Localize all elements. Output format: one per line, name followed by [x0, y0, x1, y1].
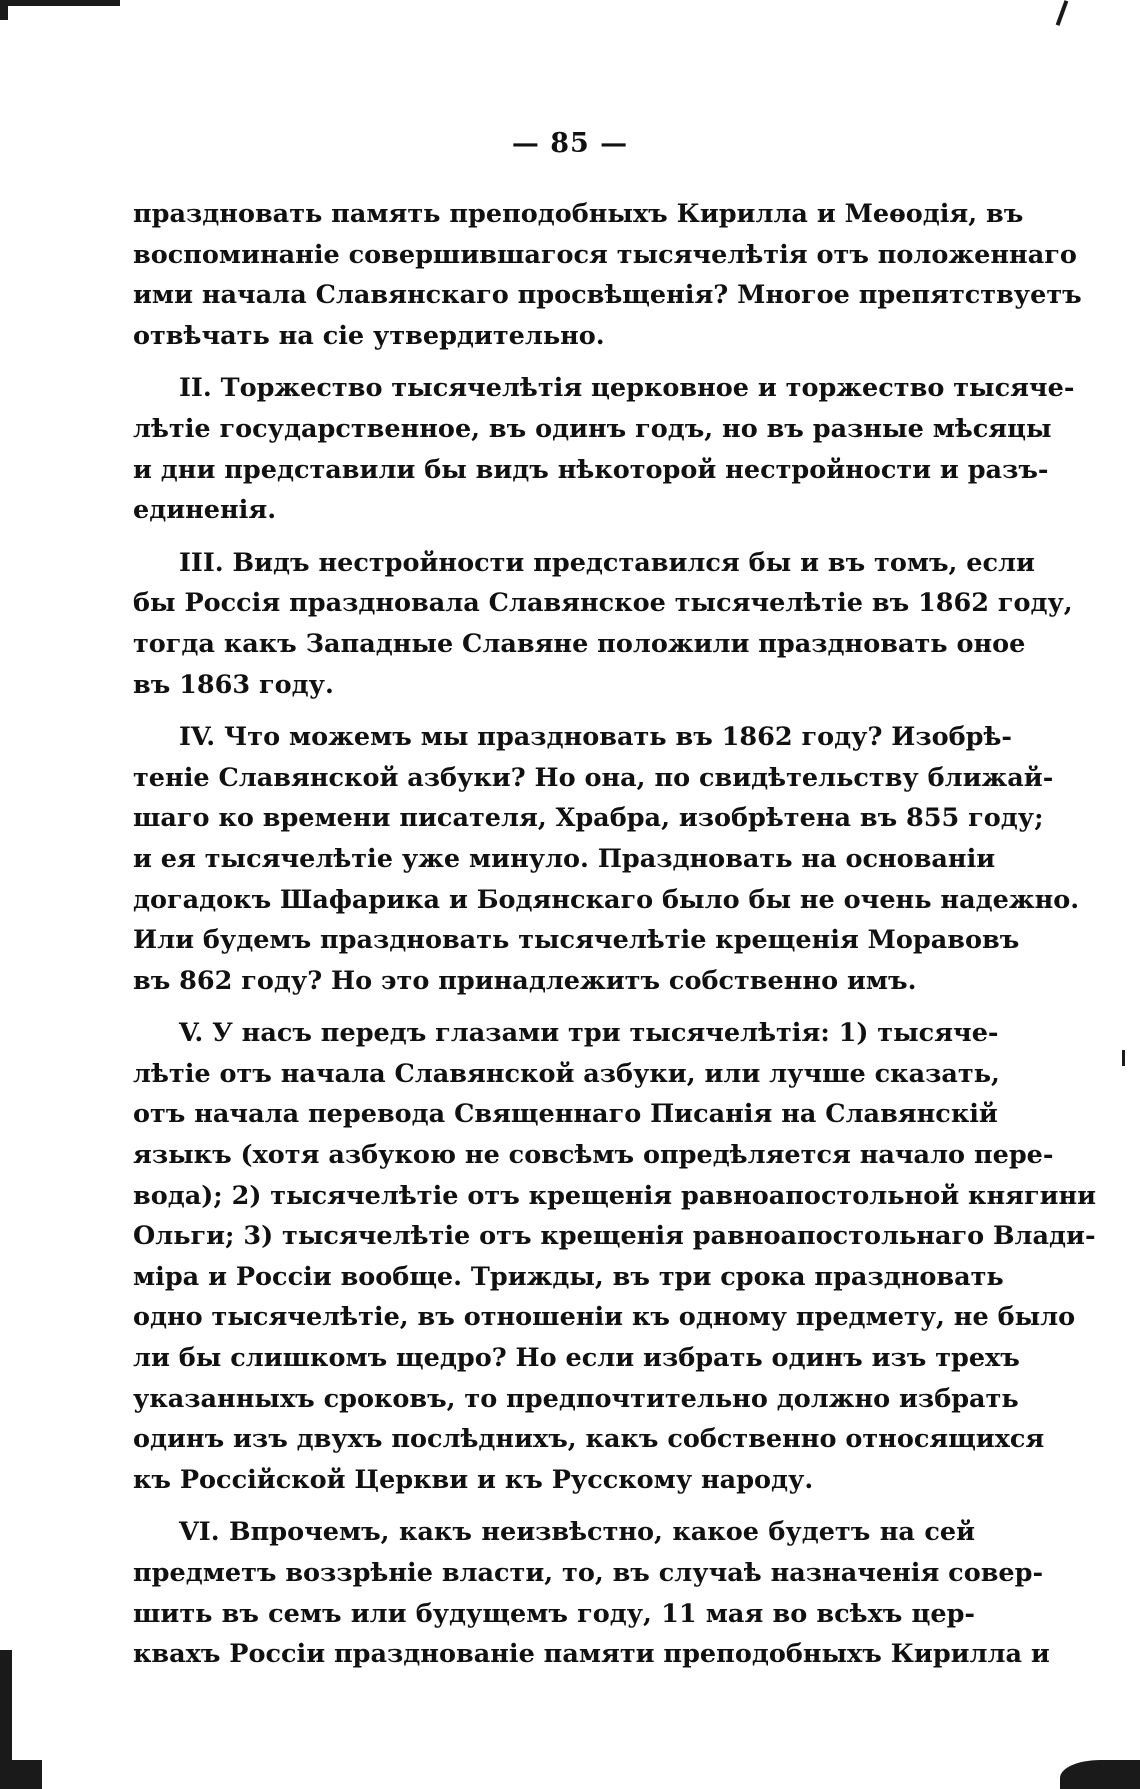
- paragraph: [133, 543, 1073, 705]
- page-number: — 85 —: [511, 128, 629, 159]
- scan-edge-mark: [12, 1760, 42, 1789]
- text-line: воспоминаніе совершившагося тысячелѣтія отъ положеннаго: [133, 239, 1077, 270]
- text-line: II. Торжество тысячелѣтія церковное и торжество тысяче-: [179, 373, 1075, 404]
- scan-edge-mark: [1122, 1050, 1125, 1066]
- paragraph: [133, 194, 1082, 356]
- text-line: одинъ изъ двухъ послѣднихъ, какъ собственно относящихся: [133, 1424, 1045, 1455]
- text-line: и ея тысячелѣтіе уже минуло. Праздновать на основаніи: [133, 843, 996, 874]
- text-line: Ольги; 3) тысячелѣтіе отъ крещенія равноапостольнаго Влади-: [133, 1221, 1096, 1252]
- paragraph: [133, 1512, 1050, 1674]
- text-line: міра и Россіи вообще. Трижды, въ три срока праздновать: [133, 1261, 1004, 1292]
- text-line: указанныхъ сроковъ, то предпочтительно должно избрать: [133, 1383, 1019, 1414]
- text-line: шить въ семъ или будущемъ году, 11 мая во всѣхъ цер-: [133, 1598, 975, 1629]
- text-line: въ 862 году? Но это принадлежитъ собственно имъ.: [133, 965, 917, 996]
- text-line: ли бы слишкомъ щедро? Но если избрать одинъ изъ трехъ: [133, 1343, 1020, 1374]
- paragraph: [133, 1013, 1097, 1500]
- text-line: V. У насъ передъ глазами три тысячелѣтія: 1) тысяче-: [179, 1018, 999, 1049]
- paragraph: [133, 368, 1075, 530]
- text-line: отъ начала перевода Священнаго Писанія на Славянскій: [133, 1099, 998, 1130]
- text-line: лѣтіе государственное, въ одинъ годъ, но въ разные мѣсяцы: [133, 413, 1052, 444]
- text-line: вода); 2) тысячелѣтіе отъ крещенія равноапостольной княгини: [133, 1180, 1097, 1211]
- text-line: къ Россійской Церкви и къ Русскому народу.: [133, 1464, 814, 1495]
- text-line: предметъ воззрѣніе власти, то, въ случаѣ назначенія совер-: [133, 1558, 1044, 1588]
- paragraph: [133, 717, 1080, 1001]
- text-line: праздновать память преподобныхъ Кирилла и Меѳодія, въ: [133, 199, 1024, 229]
- body-text: [133, 194, 1097, 1675]
- text-line: одно тысячелѣтіе, въ отношеніи къ одному предмету, не было: [133, 1302, 1076, 1333]
- scan-edge-mark: [1060, 1760, 1140, 1789]
- text-line: и дни представили бы видъ нѣкоторой нестройности и разъ-: [133, 454, 1049, 485]
- scan-edge-mark: [0, 6, 8, 20]
- scan-edge-mark: [0, 0, 120, 6]
- text-line: теніе Славянской азбуки? Но она, по свидѣтельству ближай-: [133, 762, 1054, 793]
- text-line: ими начала Славянскаго просвѣщенія? Многое препятствуетъ: [133, 280, 1082, 311]
- text-line: III. Видъ нестройности представился бы и въ томъ, если: [179, 547, 1035, 578]
- text-line: квахъ Россіи празднованіе памяти преподобныхъ Кирилла и: [133, 1639, 1050, 1670]
- scan-edge-mark: [0, 1650, 12, 1789]
- text-line: IV. Что можемъ мы праздновать въ 1862 году? Изобрѣ-: [179, 722, 1012, 753]
- text-line: догадокъ Шафарика и Бодянскаго было бы не очень надежно.: [133, 884, 1080, 915]
- text-line: языкъ (хотя азбукою не совсѣмъ опредѣляется начало пере-: [133, 1140, 1054, 1171]
- text-line: лѣтіе отъ начала Славянской азбуки, или лучше сказать,: [133, 1058, 1000, 1089]
- text-line: въ 1863 году.: [133, 669, 334, 700]
- text-line: Или будемъ праздновать тысячелѣтіе крещенія Моравовъ: [133, 925, 1020, 956]
- text-line: тогда какъ Западные Славяне положили праздновать оное: [133, 628, 1026, 659]
- text-line: VI. Впрочемъ, какъ неизвѣстно, какое будетъ на сей: [179, 1517, 975, 1548]
- text-line: единенія.: [133, 495, 277, 526]
- text-line: отвѣчать на сіе утвердительно.: [133, 320, 605, 351]
- text-line: бы Россія праздновала Славянское тысячелѣтіе въ 1862 году,: [133, 588, 1073, 619]
- scan-edge-mark: [1056, 0, 1069, 26]
- text-line: шаго ко времени писателя, Храбра, изобрѣтена въ 855 году;: [133, 803, 1044, 834]
